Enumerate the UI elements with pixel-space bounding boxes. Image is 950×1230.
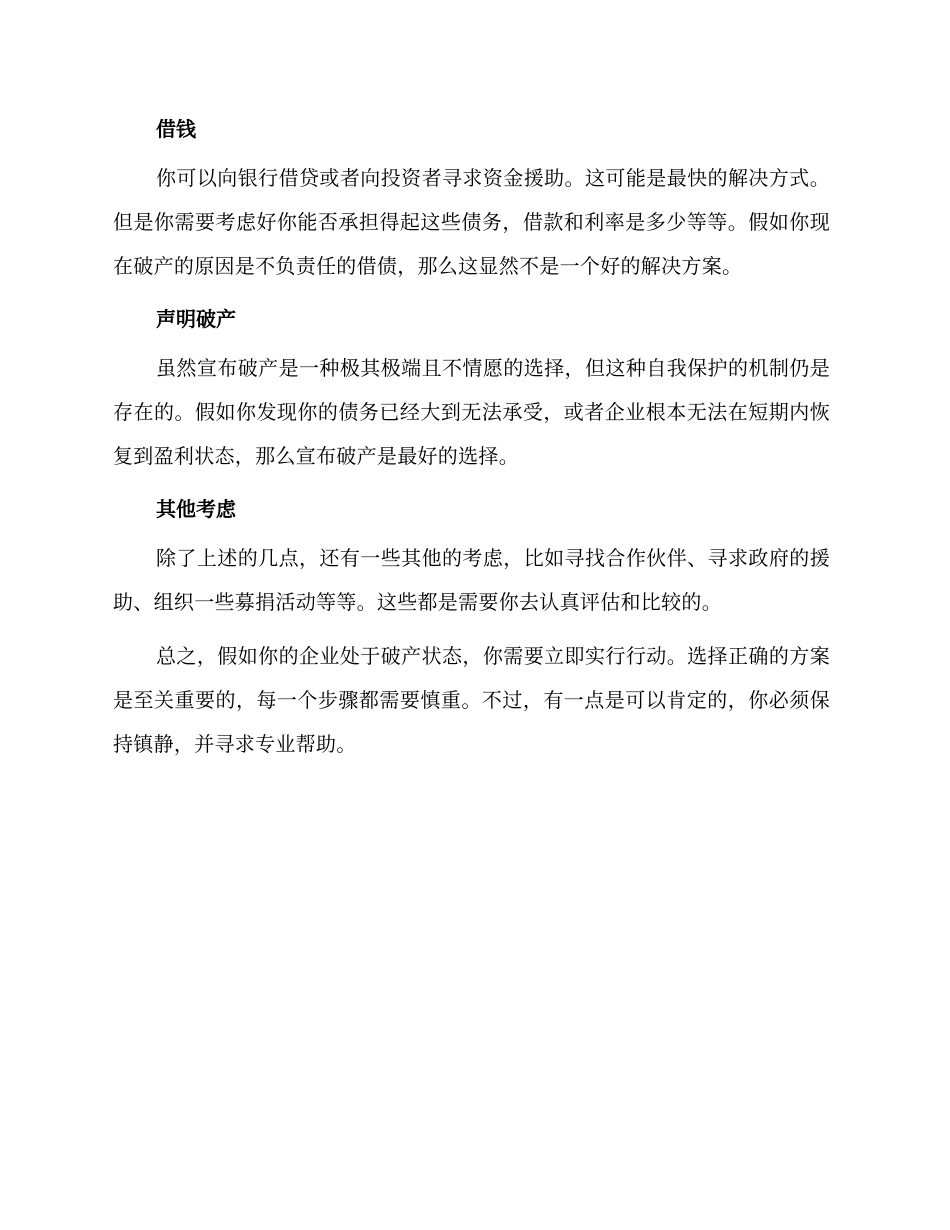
conclusion-paragraph: 总之，假如你的企业处于破产状态，你需要立即实行行动。选择正确的方案是至关重要的，每一个步骤都需要慎重。不过，有一点是可以肯定的，你必须保持镇静，并寻求专业帮助。	[113, 644, 830, 756]
section-paragraph-other-considerations: 除了上述的几点，还有一些其他的考虑，比如寻找合作伙伴、寻求政府的援助、组织一些募捐活动等等。这些都是需要你去认真评估和比较的。	[113, 546, 830, 614]
section-paragraph-declare-bankruptcy: 虽然宣布破产是一种极其极端且不情愿的选择，但这种自我保护的机制仍是存在的。假如你发现你的债务已经大到无法承受，或者企业根本无法在短期内恢复到盈利状态，那么宣布破产是最好的选择。	[113, 356, 830, 468]
section-heading-other-considerations: 其他考虑	[156, 497, 236, 521]
section-heading-borrow-money: 借钱	[156, 117, 196, 141]
section-paragraph-borrow-money: 你可以向银行借贷或者向投资者寻求资金援助。这可能是最快的解决方式。但是你需要考虑好你能否承担得起这些债务，借款和利率是多少等等。假如你现在破产的原因是不负责任的借债，那么这显然不是一个好的解决方案。	[113, 166, 830, 278]
section-heading-declare-bankruptcy: 声明破产	[156, 307, 236, 331]
document-body	[113, 108, 830, 766]
